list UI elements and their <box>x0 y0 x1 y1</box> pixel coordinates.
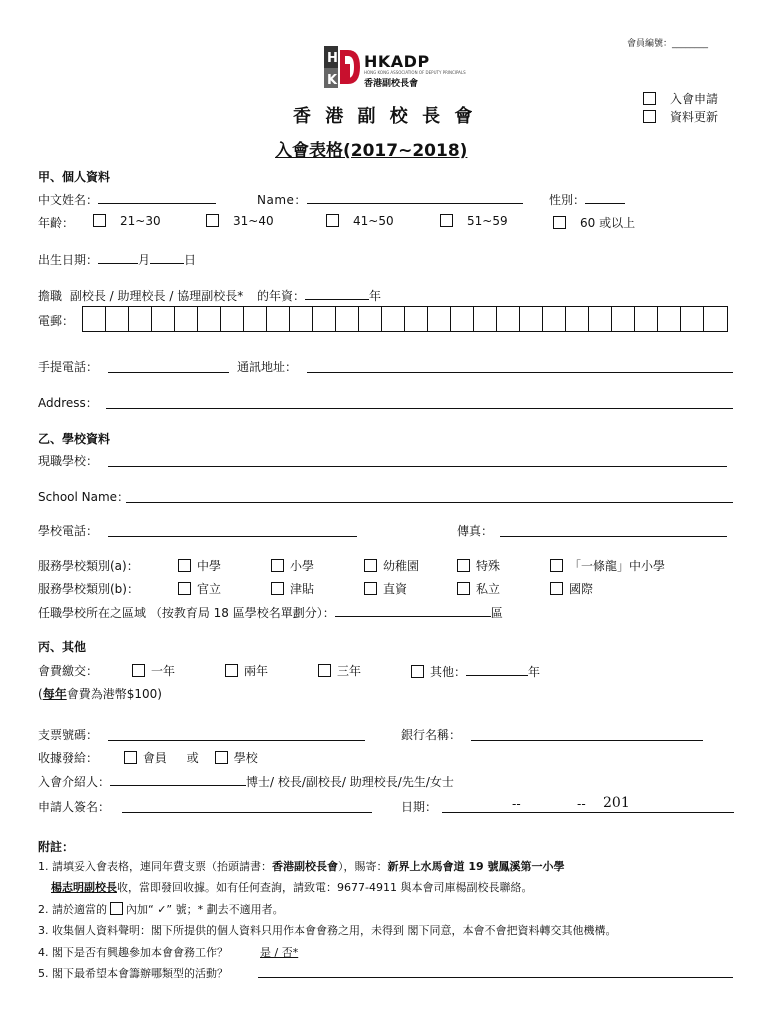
hkdp-logo-mark-icon <box>322 46 362 88</box>
fax-field[interactable] <box>500 536 727 537</box>
note-1b <box>51 879 532 895</box>
bank-field[interactable] <box>471 740 703 741</box>
cat-a-4-checkbox[interactable] <box>457 559 470 572</box>
cat-b-2-label: 津貼 <box>290 582 315 596</box>
cat-b-4-checkbox[interactable] <box>457 582 470 595</box>
cat-a-option-2[interactable] <box>271 557 314 574</box>
role-options[interactable]: 副校長 / 助理校長 / 協理副校長* <box>69 289 244 303</box>
signature-field[interactable] <box>122 812 372 813</box>
notes-title: 附註： <box>38 840 75 854</box>
fee-1-label: 一年 <box>151 664 176 678</box>
cat-b-option-5[interactable] <box>550 580 593 597</box>
referrer-row <box>38 772 454 790</box>
district-label: 任職學校所在之區域 （按教育局 18 區學校名單劃分）： <box>38 606 335 620</box>
note-1b-bold: 楊志明副校長 <box>51 881 117 894</box>
address-field[interactable] <box>106 408 733 409</box>
section-b-title: 乙、學校資料 <box>38 432 111 446</box>
mobile-field[interactable] <box>108 372 229 373</box>
cat-b-option-1[interactable] <box>178 580 221 597</box>
fee-other-unit: 年 <box>528 665 541 679</box>
cat-a-1-label: 中學 <box>197 559 222 573</box>
english-name-label: Name： <box>257 193 307 207</box>
age-1-label: 21~30 <box>120 214 161 228</box>
cat-a-3-checkbox[interactable] <box>364 559 377 572</box>
date-label: 日期： <box>401 800 438 814</box>
dob-row <box>38 250 196 268</box>
member-number-blank[interactable]: ________ <box>672 39 709 49</box>
receipt-label: 收據發給： <box>38 751 99 765</box>
dob-day-label: 日 <box>184 253 197 267</box>
org-title: 香 港 副 校 長 會 <box>293 106 477 127</box>
dob-month-field[interactable] <box>98 250 138 264</box>
cat-a-5-label: 「一條龍」中小學 <box>569 559 666 573</box>
referrer-titles[interactable]: 博士/ 校長/副校長/ 助理校長/先生/女士 <box>246 775 454 789</box>
svg-text:K: K <box>327 73 338 88</box>
date-year: 201 <box>603 795 630 811</box>
age-5-checkbox[interactable] <box>553 216 566 229</box>
receipt-school-checkbox[interactable] <box>215 751 228 764</box>
age-option-5[interactable] <box>553 214 635 231</box>
note-5-field[interactable] <box>258 977 733 978</box>
fee-1-checkbox[interactable] <box>132 664 145 677</box>
fee-option-1[interactable] <box>132 662 175 679</box>
cat-a-option-5[interactable] <box>550 557 665 574</box>
fee-other-field[interactable] <box>466 662 528 676</box>
fee-4-label: 其他： <box>430 665 467 679</box>
age-option-3[interactable] <box>326 214 394 228</box>
cat-a-2-label: 小學 <box>290 559 315 573</box>
age-4-label: 51~59 <box>467 214 508 228</box>
referrer-label: 入會介紹人： <box>38 775 111 789</box>
mobile-label: 手提電話： <box>38 360 99 374</box>
receipt-school-label: 學校 <box>233 751 258 765</box>
note-1a <box>38 858 564 874</box>
cat-b-option-4[interactable] <box>457 580 500 597</box>
receipt-or: 或 <box>186 751 199 765</box>
fee-2-label: 兩年 <box>244 664 269 678</box>
fee-note-rest: 會費為港幣$100) <box>66 687 162 701</box>
note-4 <box>38 944 298 960</box>
school-phone-field[interactable] <box>108 536 357 537</box>
address-label: Address： <box>38 396 98 410</box>
years-field[interactable] <box>305 286 369 300</box>
cat-a-5-checkbox[interactable] <box>550 559 563 572</box>
referrer-field[interactable] <box>110 772 246 786</box>
cat-b-option-2[interactable] <box>271 580 314 597</box>
note-1b-rest: 收，當即發回收據。如有任何查詢，請致電：9677-4911 與本會司庫楊副校長聯絡。 <box>117 881 533 894</box>
years-unit: 年 <box>369 289 382 303</box>
cat-b-2-checkbox[interactable] <box>271 582 284 595</box>
chinese-name-field[interactable] <box>98 190 216 204</box>
cat-a-4-label: 特殊 <box>476 559 501 573</box>
school-name-field[interactable] <box>126 502 733 503</box>
receipt-member-checkbox[interactable] <box>124 751 137 764</box>
english-name-row <box>257 190 523 208</box>
type-option-update[interactable] <box>643 108 718 125</box>
note-1a-mid: ），賜寄： <box>338 860 388 873</box>
fee-option-3[interactable] <box>318 662 361 679</box>
receipt-member-label: 會員 <box>142 751 167 765</box>
age-2-label: 31~40 <box>233 214 274 228</box>
note-1a-bold-1: 香港副校長會 <box>272 860 338 873</box>
cat-a-3-label: 幼稚園 <box>383 559 420 573</box>
signature-label: 申請人簽名： <box>38 800 111 814</box>
school-name-label: School Name： <box>38 490 130 504</box>
form-title: 入會表格(2017~2018) <box>275 141 468 161</box>
section-c-title: 丙、其他 <box>38 640 87 654</box>
fee-option-4[interactable] <box>411 662 540 680</box>
type-update-checkbox[interactable] <box>643 110 656 123</box>
cat-b-3-label: 直資 <box>383 582 408 596</box>
fee-4-checkbox[interactable] <box>411 665 424 678</box>
note-2 <box>38 901 284 917</box>
bank-label: 銀行名稱： <box>401 728 462 742</box>
cat-b-1-checkbox[interactable] <box>178 582 191 595</box>
age-3-checkbox[interactable] <box>326 214 339 227</box>
svg-text:H: H <box>327 51 338 66</box>
school-field[interactable] <box>108 466 727 467</box>
note-2-post: 內加“ ✓” 號；* 劃去不適用者。 <box>126 903 284 916</box>
fax-label: 傳真： <box>457 524 494 538</box>
age-4-checkbox[interactable] <box>440 214 453 227</box>
note-5: 5. 閣下最希望本會籌辦哪類型的活動？ <box>38 967 228 980</box>
note-2-pre: 2. 請於適當的 <box>38 903 107 916</box>
category-a-label: 服務學校類別(a)： <box>38 559 139 573</box>
fee-note-prefix: ( <box>38 687 43 701</box>
cat-a-1-checkbox[interactable] <box>178 559 191 572</box>
cat-b-4-label: 私立 <box>476 582 501 596</box>
age-option-4[interactable] <box>440 214 508 228</box>
email-grid[interactable] <box>82 306 728 332</box>
section-a-title: 甲、個人資料 <box>38 170 111 184</box>
dob-day-field[interactable] <box>150 250 184 264</box>
english-name-field[interactable] <box>307 190 523 204</box>
receipt-row <box>38 749 258 766</box>
role-label: 擔職 <box>38 289 63 303</box>
chinese-name-row <box>38 190 216 208</box>
mail-address-field[interactable] <box>307 372 733 373</box>
sex-label: 性別： <box>549 193 586 207</box>
years-label: 的年資： <box>257 289 306 303</box>
sex-field[interactable] <box>585 190 625 204</box>
district-row <box>38 603 503 621</box>
date-sep-2: -- <box>577 797 586 811</box>
cat-a-option-1[interactable] <box>178 557 221 574</box>
dob-label: 出生日期： <box>38 253 99 267</box>
age-3-label: 41~50 <box>353 214 394 228</box>
fee-option-2[interactable] <box>225 662 268 679</box>
type-update-label: 資料更新 <box>670 110 719 124</box>
cat-a-option-3[interactable] <box>364 557 419 574</box>
age-label: 年齡： <box>38 216 75 230</box>
note-1a-pre: 1. 請填妥入會表格，連同年費支票（抬頭請書： <box>38 860 272 873</box>
email-label: 電郵： <box>38 314 75 328</box>
cat-a-2-checkbox[interactable] <box>271 559 284 572</box>
fee-note <box>38 685 162 702</box>
district-field[interactable] <box>335 603 491 617</box>
member-number <box>627 36 708 49</box>
age-2-checkbox[interactable] <box>206 214 219 227</box>
age-5-label: 60 或以上 <box>580 216 636 230</box>
cat-b-5-checkbox[interactable] <box>550 582 563 595</box>
cat-a-option-4[interactable] <box>457 557 500 574</box>
cheque-label: 支票號碼： <box>38 728 99 742</box>
cheque-field[interactable] <box>108 740 365 741</box>
sex-row <box>549 190 625 208</box>
age-1-checkbox[interactable] <box>93 214 106 227</box>
type-option-new[interactable] <box>643 90 718 107</box>
logo-name-en: HKADP <box>364 52 430 71</box>
date-field[interactable] <box>442 812 734 813</box>
cat-b-1-label: 官立 <box>197 582 222 596</box>
cat-b-option-3[interactable] <box>364 580 407 597</box>
note-4-text: 4. 閣下是否有興趣參加本會會務工作？ <box>38 946 228 959</box>
note-1a-bold-2: 新界上水馬會道 19 號鳳溪第一小學 <box>387 860 565 873</box>
logo <box>322 46 492 88</box>
fee-3-checkbox[interactable] <box>318 664 331 677</box>
note-2-checkbox-sample <box>110 902 123 915</box>
logo-name-sub: HONG KONG ASSOCIATION OF DEPUTY PRINCIPALS <box>364 70 466 75</box>
district-unit: 區 <box>490 606 503 620</box>
age-option-1[interactable] <box>93 214 161 228</box>
note-4-answer[interactable]: 是 / 否* <box>260 946 299 959</box>
category-b-label: 服務學校類別(b)： <box>38 582 139 596</box>
fee-3-label: 三年 <box>337 664 362 678</box>
date-sep-1: -- <box>512 797 521 811</box>
type-new-checkbox[interactable] <box>643 92 656 105</box>
school-label: 現職學校： <box>38 454 99 468</box>
fee-note-em: 每年 <box>42 687 67 701</box>
chinese-name-label: 中文姓名： <box>38 193 99 207</box>
note-3: 3. 收集個人資料聲明：閣下所提供的個人資料只用作本會會務之用，未得到 閣下同意，本會不會把資料轉交其他機構。 <box>38 924 617 937</box>
logo-name-zh: 香港副校長會 <box>364 79 419 89</box>
type-new-label: 入會申請 <box>670 92 719 106</box>
fee-2-checkbox[interactable] <box>225 664 238 677</box>
mail-address-label: 通訊地址： <box>237 360 298 374</box>
fee-label: 會費繳交： <box>38 664 99 678</box>
cat-b-3-checkbox[interactable] <box>364 582 377 595</box>
school-phone-label: 學校電話： <box>38 524 99 538</box>
dob-month-label: 月 <box>138 253 151 267</box>
age-option-2[interactable] <box>206 214 274 228</box>
cat-b-5-label: 國際 <box>569 582 594 596</box>
role-row <box>38 286 381 304</box>
member-number-label: 會員編號： <box>627 39 673 49</box>
